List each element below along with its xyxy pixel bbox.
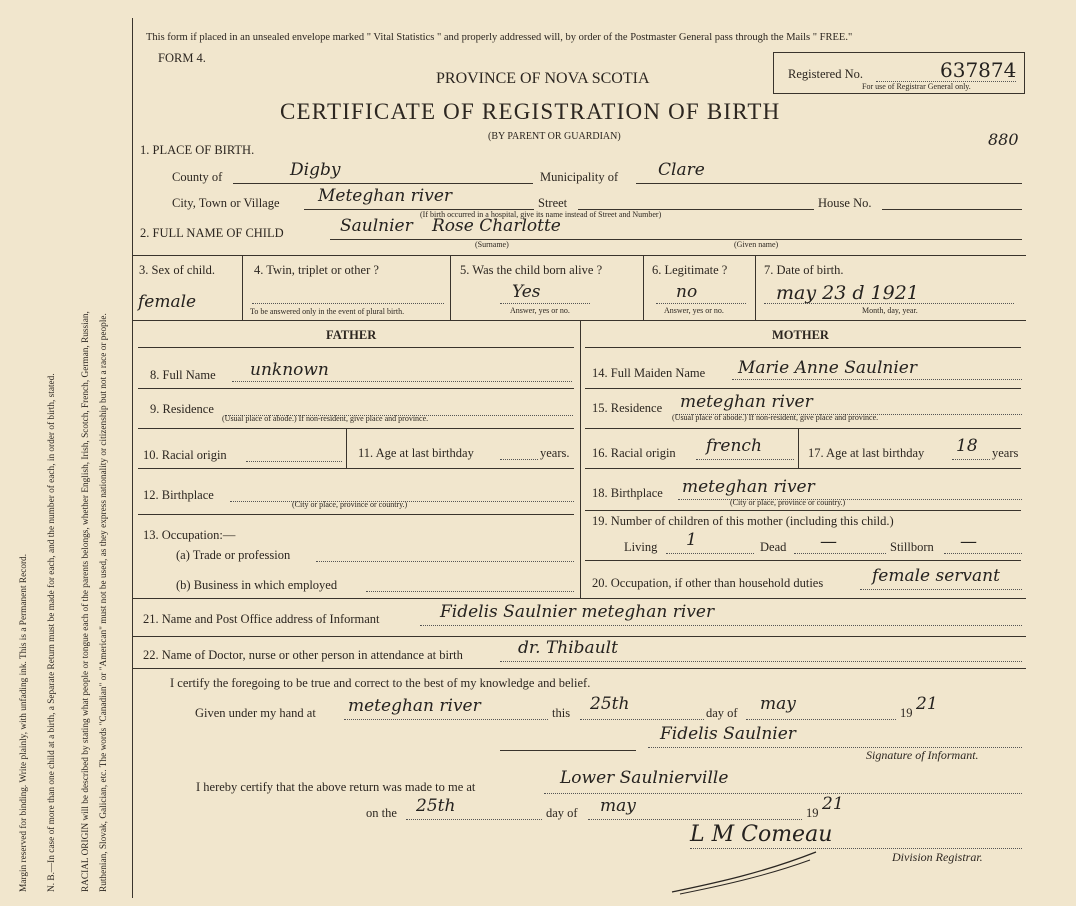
- given-day-value: 25th: [590, 694, 630, 714]
- registrar-note: For use of Registrar General only.: [862, 82, 971, 91]
- side-note-multiple-births: N. B.—In case of more than one child at a birth, a Separate Return must be made for each, and the number of each, in order of birth, stated.: [47, 373, 57, 892]
- alive-note: Answer, yes or no.: [510, 306, 570, 315]
- certify-statement: I certify the foregoing to be true and correct to the best of my knowledge and belief.: [170, 676, 591, 690]
- father-business-label: (b) Business in which employed: [176, 578, 338, 592]
- father-name-label: 8. Full Name: [150, 368, 216, 382]
- father-trade-label: (a) Trade or profession: [176, 548, 291, 562]
- date-of-birth-label: 7. Date of birth.: [764, 263, 844, 277]
- mother-racial-label: 16. Racial origin: [592, 446, 676, 460]
- form-number: FORM 4.: [158, 51, 206, 65]
- father-heading: FATHER: [326, 328, 377, 342]
- mother-years-label: years: [992, 446, 1019, 460]
- father-years-label: years.: [540, 446, 570, 460]
- city-value: Meteghan river: [318, 186, 453, 206]
- doctor-label: 22. Name of Doctor, nurse or other person in attendance at birth: [143, 648, 463, 662]
- stillborn-label: Stillborn: [890, 540, 934, 554]
- legitimate-label: 6. Legitimate ?: [652, 263, 728, 277]
- doctor-value: dr. Thibault: [518, 638, 618, 658]
- father-age-label: 11. Age at last birthday: [358, 446, 474, 460]
- mother-birthplace-label: 18. Birthplace: [592, 486, 663, 500]
- alive-label: 5. Was the child born alive ?: [460, 263, 603, 277]
- legitimate-note: Answer, yes or no.: [664, 306, 724, 315]
- legitimate-value: no: [676, 282, 698, 302]
- registrar-statement: I hereby certify that the above return was made to me at: [196, 780, 476, 794]
- this-label: this: [552, 706, 571, 720]
- street-label: Street: [538, 196, 568, 210]
- corner-mark: 880: [988, 130, 1019, 149]
- mother-residence-label: 15. Residence: [592, 401, 663, 415]
- twin-label: 4. Twin, triplet or other ?: [254, 263, 379, 277]
- child-name-label: 2. FULL NAME OF CHILD: [140, 226, 284, 240]
- mother-occupation-value: female servant: [872, 566, 1000, 586]
- date-of-birth-value: may 23 d 1921: [776, 282, 919, 304]
- living-value: 1: [686, 530, 697, 550]
- registrar-place-value: Lower Saulnierville: [560, 768, 729, 788]
- mother-name-label: 14. Full Maiden Name: [592, 366, 706, 380]
- side-note-nationality: Ruthenian, Slovak, Galician, etc. The words "Canadian" or "American" must not be used, as they express nationality or citizenship but not a race or people.: [99, 313, 109, 892]
- certificate-subtitle: (BY PARENT OR GUARDIAN): [488, 131, 621, 142]
- father-birthplace-note: (City or place, province or country.): [292, 500, 408, 509]
- given-month-value: may: [760, 694, 796, 714]
- registered-number: 637874: [940, 58, 1017, 82]
- division-registrar-caption: Division Registrar.: [892, 850, 983, 864]
- county-label: County of: [172, 170, 223, 184]
- signature-flourish: [670, 848, 820, 896]
- registrar-signature: L M Comeau: [690, 822, 833, 847]
- postal-notice: This form if placed in an unsealed envelope marked " Vital Statistics " and properly addressed will, by order of the Postmaster General pass through the Mails " FREE.": [146, 32, 853, 43]
- dead-label: Dead: [760, 540, 787, 554]
- place-of-birth-label: 1. PLACE OF BIRTH.: [140, 143, 255, 157]
- informant-value: Fidelis Saulnier meteghan river: [440, 602, 715, 622]
- side-note-racial-origin: RACIAL ORIGIN will be described by stating what people or tongue each of the parents belongs, whether English, Irish, Scotch, French, German, Russian,: [81, 311, 91, 892]
- informant-signature: Fidelis Saulnier: [660, 724, 796, 744]
- father-residence-note: (Usual place of abode.) If non-resident, give place and province.: [222, 414, 429, 423]
- surname-caption: (Surname): [475, 240, 509, 249]
- mother-racial-value: french: [706, 436, 762, 456]
- dead-value: —: [820, 532, 837, 552]
- stillborn-value: —: [960, 532, 977, 552]
- registrar-year-prefix: 19: [806, 806, 819, 820]
- registered-label: Registered No.: [788, 67, 863, 81]
- given-under-hand-label: Given under my hand at: [195, 706, 316, 720]
- living-label: Living: [624, 540, 658, 554]
- informant-label: 21. Name and Post Office address of Informant: [143, 612, 380, 626]
- registrar-month-value: may: [600, 796, 636, 816]
- mother-name-value: Marie Anne Saulnier: [738, 358, 917, 378]
- registrar-day-of-label: day of: [546, 806, 578, 820]
- city-label: City, Town or Village: [172, 196, 280, 210]
- child-given-name-value: Rose Charlotte: [432, 216, 561, 236]
- mother-birthplace-value: meteghan river: [682, 477, 815, 497]
- mother-residence-note: (Usual place of abode.) If non-resident, give place and province.: [672, 413, 879, 422]
- mother-occupation-label: 20. Occupation, if other than household duties: [592, 576, 824, 590]
- given-year-value: 21: [916, 694, 938, 714]
- side-margin-notes: [14, 20, 132, 892]
- father-birthplace-label: 12. Birthplace: [143, 488, 214, 502]
- registrar-on-the-label: on the: [366, 806, 397, 820]
- alive-value: Yes: [512, 282, 541, 302]
- twin-note: To be answered only in the event of plural birth.: [250, 307, 405, 316]
- province-heading: PROVINCE OF NOVA SCOTIA: [436, 70, 650, 87]
- county-value: Digby: [290, 160, 341, 180]
- father-occupation-label: 13. Occupation:—: [143, 528, 236, 542]
- informant-signature-caption: Signature of Informant.: [866, 748, 979, 762]
- sex-value: female: [138, 292, 197, 312]
- hospital-note: (If birth occurred in a hospital, give its name instead of Street and Number): [420, 210, 662, 219]
- father-residence-label: 9. Residence: [150, 402, 214, 416]
- municipality-value: Clare: [658, 160, 705, 180]
- mother-age-label: 17. Age at last birthday: [808, 446, 925, 460]
- given-day-of-label: day of: [706, 706, 738, 720]
- mother-birthplace-note: (City or place, province or country.): [730, 498, 846, 507]
- registrar-day-value: 25th: [416, 796, 456, 816]
- date-note: Month, day, year.: [862, 306, 918, 315]
- sex-label: 3. Sex of child.: [139, 263, 216, 277]
- registrar-year-value: 21: [822, 794, 844, 814]
- father-name-value: unknown: [250, 360, 329, 380]
- mother-age-value: 18: [956, 436, 978, 456]
- children-count-label: 19. Number of children of this mother (including this child.): [592, 514, 894, 528]
- given-place-value: meteghan river: [348, 696, 481, 716]
- municipality-label: Municipality of: [540, 170, 619, 184]
- margin-rule: [132, 18, 133, 898]
- given-year-prefix: 19: [900, 706, 913, 720]
- child-surname-value: Saulnier: [340, 216, 413, 236]
- house-number-label: House No.: [818, 196, 872, 210]
- father-racial-label: 10. Racial origin: [143, 448, 227, 462]
- mother-heading: MOTHER: [772, 328, 829, 342]
- given-name-caption: (Given name): [734, 240, 779, 249]
- certificate-title: CERTIFICATE OF REGISTRATION OF BIRTH: [280, 99, 781, 124]
- mother-residence-value: meteghan river: [680, 392, 813, 412]
- side-note-binding: Margin reserved for binding. Write plainly, with unfading ink. This is a Permanent Record.: [19, 553, 29, 892]
